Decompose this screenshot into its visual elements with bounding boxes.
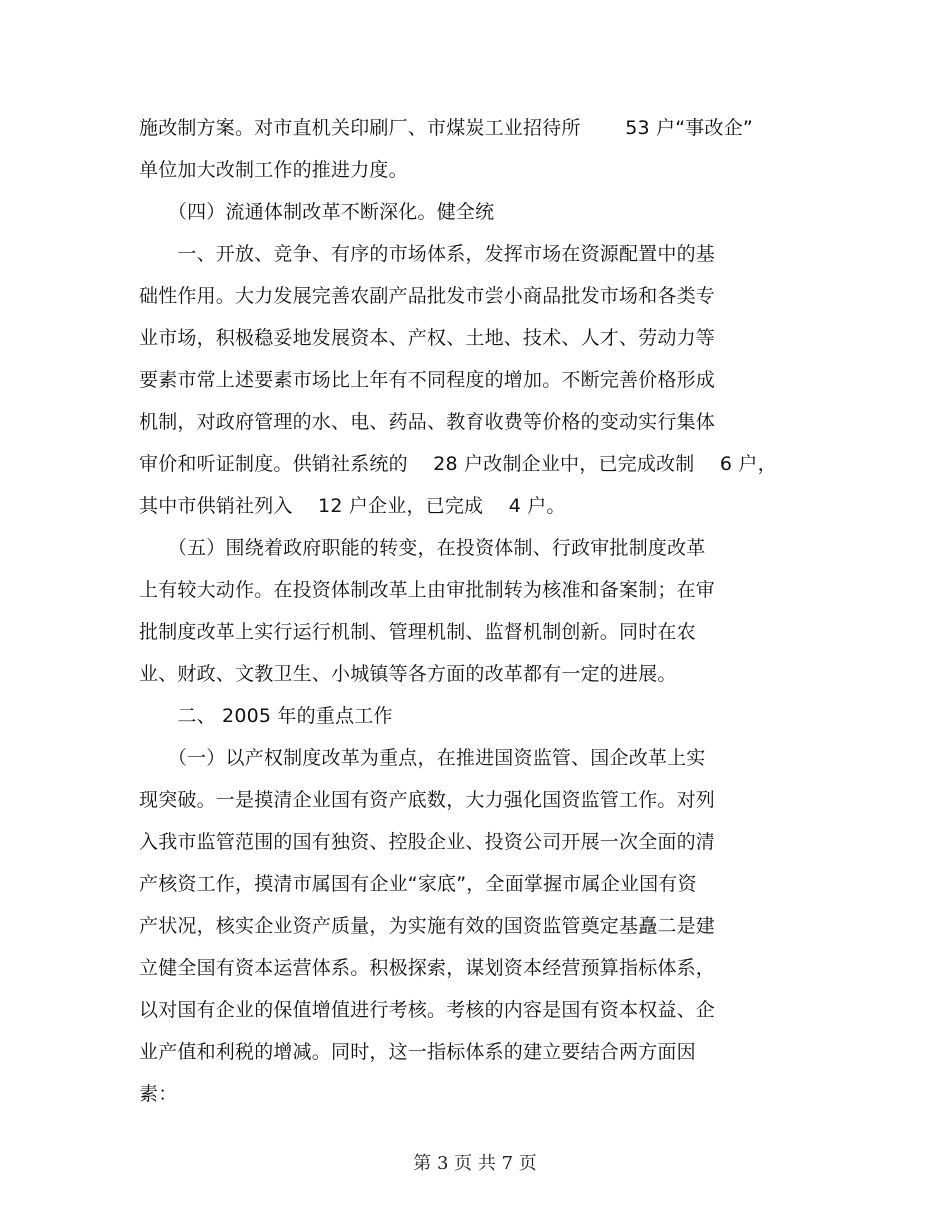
body-text-line: 素： [139,1083,178,1105]
page-footer: 第 3 页 共 7 页 [413,1153,537,1174]
body-text-line: 单位加大改制工作的推进力度。 [139,159,408,181]
body-text-line: 审价和听证制度。供销社系统的 28 户改制企业中，已完成改制 6 户， [139,453,777,475]
body-text-line: 业、财政、文教卫生、小城镇等各方面的改革都有一定的进展。 [139,663,677,685]
section-heading-line: （五）围绕着政府职能的转变，在投资体制、行政审批制度改革 [139,537,706,559]
body-text-line: 批制度改革上实行运行机制、管理机制、监督机制创新。同时在农 [139,621,696,643]
section-heading-line: 二、 2005 年的重点工作 [139,705,393,727]
body-text-line: 础性作用。大力发展完善农副产品批发市尝小商品批发市场和各类专 [139,285,716,307]
body-text-line: 机制，对政府管理的水、电、药品、教育收费等价格的变动实行集体 [139,411,716,433]
body-text-line: 立健全国有资本运营体系。积极探索，谋划资本经营预算指标体系， [139,957,716,979]
body-text-line: 业产值和利税的增减。同时，这一指标体系的建立要结合两方面因 [139,1041,696,1063]
body-text-line: 现突破。一是摸清企业国有资产底数，大力强化国资监管工作。对列 [139,789,716,811]
body-text-line: 业市场，积极稳妥地发展资本、产权、土地、技术、人才、劳动力等 [139,327,716,349]
section-heading-line: （四）流通体制改革不断深化。健全统 [139,201,495,223]
body-text-line: 施改制方案。对市直机关印刷厂、市煤炭工业招待所 53 户“事改企” [139,117,753,139]
body-text-line: 一、开放、竞争、有序的市场体系，发挥市场在资源配置中的基 [139,243,716,265]
body-text-line: 上有较大动作。在投资体制改革上由审批制转为核准和备案制；在审 [139,579,716,601]
body-text-line: 入我市监管范围的国有独资、控股企业、投资公司开展一次全面的清 [139,831,716,853]
body-text-line: 以对国有企业的保值增值进行考核。考核的内容是国有资本权益、企 [139,999,716,1021]
section-heading-line: （一）以产权制度改革为重点，在推进国资监管、国企改革上实 [139,747,706,769]
body-text-line: 产核资工作，摸清市属国有企业“家底”，全面掌握市属企业国有资 [139,873,697,895]
body-text-line: 产状况，核实企业资产质量，为实施有效的国资监管奠定基矗二是建 [139,915,716,937]
body-text-line: 其中市供销社列入 12 户企业，已完成 4 户。 [139,495,566,517]
body-text-line: 要素市常上述要素市场比上年有不同程度的增加。不断完善价格形成 [139,369,716,391]
